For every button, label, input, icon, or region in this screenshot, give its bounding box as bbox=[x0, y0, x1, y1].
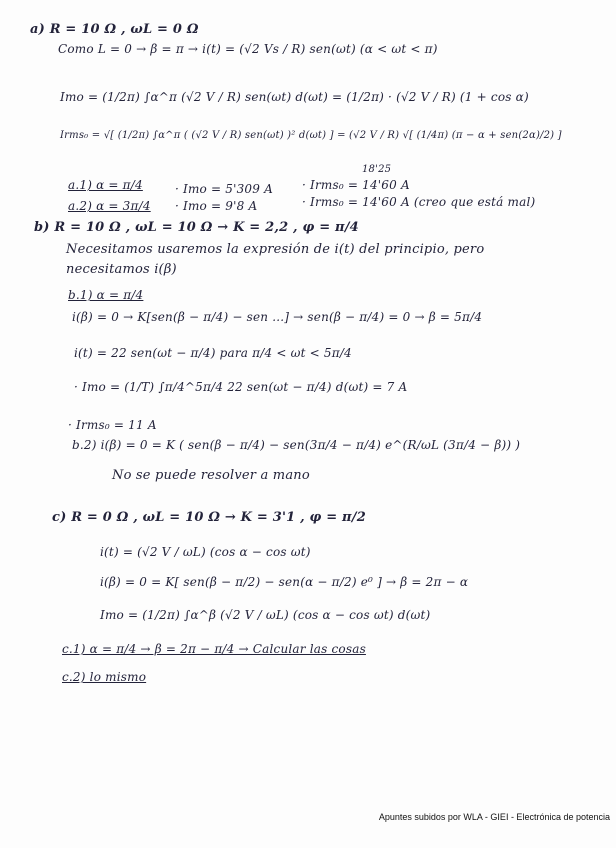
a1-correction: 18'25 bbox=[362, 164, 392, 175]
c2: c.2) lo mismo bbox=[62, 670, 147, 684]
a1-irms: · Irms₀ = 14'60 A bbox=[302, 178, 410, 192]
section-a-como: Como L = 0 → β = π → i(t) = (√2 Vs / R) sen(ωt) (α < ωt < π) bbox=[58, 42, 438, 56]
section-a-imo: Imo = (1/2π) ∫α^π (√2 V / R) sen(ωt) d(ωt) = (1/2π) · (√2 V / R) (1 + cos α) bbox=[60, 90, 529, 104]
b1-alpha: b.1) α = π/4 bbox=[68, 288, 144, 302]
a1-alpha: a.1) α = π/4 bbox=[68, 178, 143, 192]
b2-ib: b.2) i(β) = 0 = K ( sen(β − π/4) − sen(3π/4 − π/4) e^(R/ωL (3π/4 − β)) ) bbox=[72, 438, 521, 452]
b1-imo: · Imo = (1/T) ∫π/4^5π/4 22 sen(ωt − π/4) d(ωt) = 7 A bbox=[74, 380, 408, 394]
section-b-text1: Necesitamos usaremos la expresión de i(t) del principio, pero bbox=[66, 242, 485, 257]
section-b-header: b) R = 10 Ω , ωL = 10 Ω → K = 2,2 , φ = π/4 bbox=[34, 220, 359, 235]
b1-irms: · Irms₀ = 11 A bbox=[68, 418, 157, 432]
c-it: i(t) = (√2 V / ωL) (cos α − cos ωt) bbox=[100, 545, 311, 559]
a2-irms: · Irms₀ = 14'60 A (creo que está mal) bbox=[302, 195, 536, 209]
section-a-header: a) R = 10 Ω , ωL = 0 Ω bbox=[30, 22, 199, 37]
b1-ib: i(β) = 0 → K[sen(β − π/4) − sen ...] → sen(β − π/4) = 0 → β = 5π/4 bbox=[72, 310, 483, 324]
c-imo: Imo = (1/2π) ∫α^β (√2 V / ωL) (cos α − cos ωt) d(ωt) bbox=[100, 608, 431, 622]
b1-it: i(t) = 22 sen(ωt − π/4) para π/4 < ωt < 5π/4 bbox=[74, 346, 352, 360]
c1: c.1) α = π/4 → β = 2π − π/4 → Calcular las cosas bbox=[62, 642, 366, 656]
section-a-irms: Irms₀ = √[ (1/2π) ∫α^π ( (√2 V / R) sen(ωt) )² d(ωt) ] = (√2 V / R) √[ (1/4π) (π − α + sen(2α)/2) ] bbox=[60, 130, 562, 141]
a2-imo: · Imo = 9'8 A bbox=[175, 199, 258, 213]
c-ib: i(β) = 0 = K[ sen(β − π/2) − sen(α − π/2) e⁰ ] → β = 2π − α bbox=[100, 575, 469, 589]
page-footer: Apuntes subidos por WLA - GIEI - Electrónica de potencia bbox=[378, 812, 610, 822]
b2-note: No se puede resolver a mano bbox=[112, 468, 310, 483]
a1-imo: · Imo = 5'309 A bbox=[175, 182, 273, 196]
a2-alpha: a.2) α = 3π/4 bbox=[68, 199, 151, 213]
section-c-header: c) R = 0 Ω , ωL = 10 Ω → K = 3'1 , φ = π/2 bbox=[52, 510, 366, 525]
section-b-text2: necesitamos i(β) bbox=[66, 262, 177, 277]
